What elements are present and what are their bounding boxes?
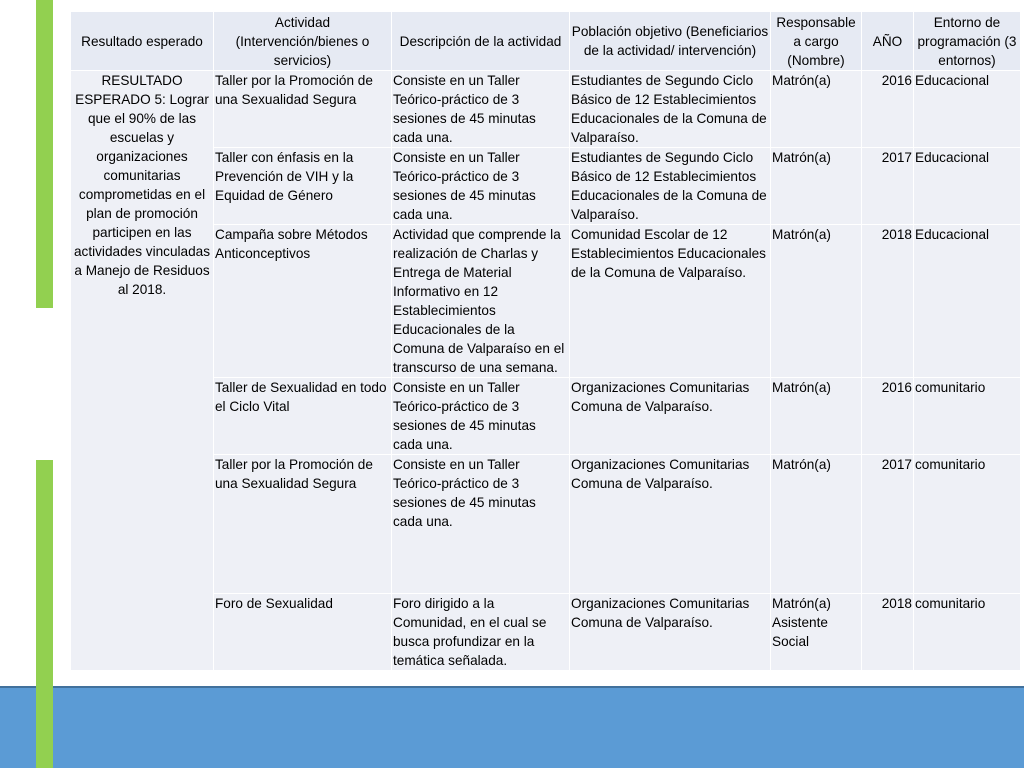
header-population: Población objetivo (Beneficiarios de la actividad/ intervención) (570, 12, 771, 71)
responsible-cell: Matrón(a) (771, 148, 862, 225)
activity-cell: Foro de Sexualidad (214, 594, 392, 671)
table-row (71, 148, 1021, 225)
table-row (71, 594, 1021, 671)
header-year: AÑO (862, 12, 914, 71)
environment-cell: comunitario (914, 378, 1021, 455)
header-result: Resultado esperado (71, 12, 214, 71)
activity-cell: Taller con énfasis en la Prevención de VIH y la Equidad de Género (214, 148, 392, 225)
description-cell: Consiste en un Taller Teórico-práctico de 3 sesiones de 45 minutas cada una. (392, 455, 570, 594)
responsible-cell: Matrón(a) (771, 71, 862, 148)
description-cell: Foro dirigido a la Comunidad, en el cual se busca profundizar en la temática señalada. (392, 594, 570, 671)
environment-cell: Educacional (914, 148, 1021, 225)
description-cell: Consiste en un Taller Teórico-práctico de 3 sesiones de 45 minutas cada una. (392, 378, 570, 455)
responsible-cell: Matrón(a) (771, 378, 862, 455)
year-cell: 2017 (862, 455, 914, 594)
activity-plan-table (70, 11, 1021, 671)
population-cell: Estudiantes de Segundo Ciclo Básico de 12 Establecimientos Educacionales de la Comuna de Valparaíso. (570, 71, 771, 148)
table-row (71, 225, 1021, 378)
header-row (71, 12, 1021, 71)
population-cell: Comunidad Escolar de 12 Establecimientos Educacionales de la Comuna de Valparaíso. (570, 225, 771, 378)
environment-cell: comunitario (914, 594, 1021, 671)
responsible-cell: Matrón(a) Asistente Social (771, 594, 862, 671)
environment-cell: comunitario (914, 455, 1021, 594)
population-cell: Organizaciones Comunitarias Comuna de Valparaíso. (570, 455, 771, 594)
responsible-cell: Matrón(a) (771, 225, 862, 378)
description-cell: Actividad que comprende la realización de Charlas y Entrega de Material Informativo en 12 Establecimientos Educacionales de la Comuna de Valparaíso en el transcurso de una semana. (392, 225, 570, 378)
green-accent-bar-bottom (36, 460, 53, 768)
year-cell: 2018 (862, 594, 914, 671)
description-cell: Consiste en un Taller Teórico-práctico de 3 sesiones de 45 minutas cada una. (392, 71, 570, 148)
population-cell: Estudiantes de Segundo Ciclo Básico de 12 Establecimientos Educacionales de la Comuna de Valparaíso. (570, 148, 771, 225)
activity-cell: Campaña sobre Métodos Anticonceptivos (214, 225, 392, 378)
year-cell: 2016 (862, 378, 914, 455)
header-description: Descripción de la actividad (392, 12, 570, 71)
activity-cell: Taller de Sexualidad en todo el Ciclo Vital (214, 378, 392, 455)
header-activity: Actividad (Intervención/bienes o servicios) (214, 12, 392, 71)
population-cell: Organizaciones Comunitarias Comuna de Valparaíso. (570, 594, 771, 671)
table-row (71, 378, 1021, 455)
description-cell: Consiste en un Taller Teórico-práctico de 3 sesiones de 45 minutas cada una. (392, 148, 570, 225)
table-row (71, 71, 1021, 148)
header-responsible: Responsable a cargo (Nombre) (771, 12, 862, 71)
expected-result-cell: RESULTADO ESPERADO 5: Lograr que el 90% de las escuelas y organizaciones comunitarias comprometidas en el plan de promoción participen en las actividades vinculadas a Manejo de Residuos al 2018. (71, 71, 214, 671)
activity-cell: Taller por la Promoción de una Sexualidad Segura (214, 455, 392, 594)
footer-band (0, 686, 1024, 768)
activity-cell: Taller por la Promoción de una Sexualidad Segura (214, 71, 392, 148)
responsible-cell: Matrón(a) (771, 455, 862, 594)
environment-cell: Educacional (914, 225, 1021, 378)
year-cell: 2016 (862, 71, 914, 148)
year-cell: 2017 (862, 148, 914, 225)
environment-cell: Educacional (914, 71, 1021, 148)
header-environment: Entorno de programación (3 entornos) (914, 12, 1021, 71)
table-row (71, 455, 1021, 594)
year-cell: 2018 (862, 225, 914, 378)
population-cell: Organizaciones Comunitarias Comuna de Valparaíso. (570, 378, 771, 455)
green-accent-bar-top (36, 0, 53, 308)
